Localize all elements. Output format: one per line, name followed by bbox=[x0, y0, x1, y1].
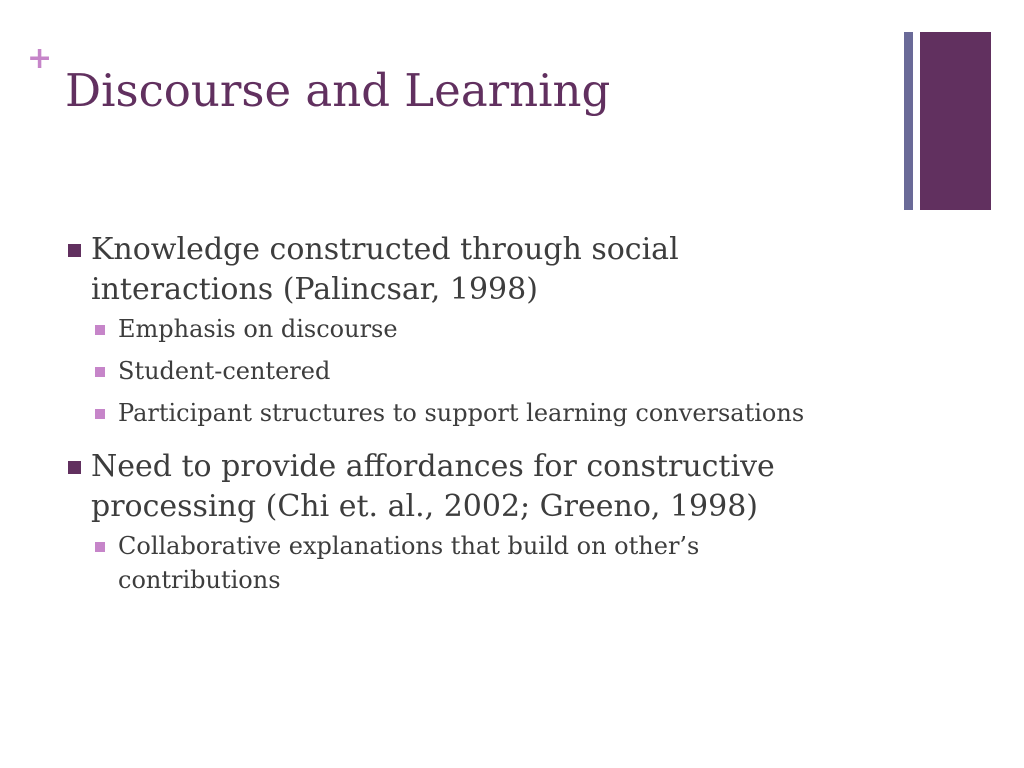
square-bullet-icon bbox=[68, 244, 81, 257]
decorative-thin-bar bbox=[904, 32, 913, 210]
bullet-text: Knowledge constructed through social interactions (Palincsar, 1998) bbox=[91, 232, 679, 307]
bullet-item bbox=[66, 447, 866, 597]
sub-bullet-item bbox=[91, 312, 866, 346]
bullet-list bbox=[66, 230, 866, 614]
sub-bullet-text: Student-centered bbox=[118, 357, 331, 385]
slide-title: Discourse and Learning bbox=[65, 64, 611, 117]
sub-bullet-item bbox=[91, 529, 866, 597]
sub-bullet-text: Collaborative explanations that build on other’s contributions bbox=[118, 532, 700, 594]
decorative-block bbox=[920, 32, 991, 210]
small-square-bullet-icon bbox=[95, 325, 105, 335]
sub-bullet-list bbox=[91, 312, 866, 430]
plus-icon: + bbox=[27, 41, 53, 76]
sub-bullet-text: Participant structures to support learning conversations bbox=[118, 399, 805, 427]
small-square-bullet-icon bbox=[95, 542, 105, 552]
square-bullet-icon bbox=[68, 461, 81, 474]
bullet-text: Need to provide affordances for constructive processing (Chi et. al., 2002; Greeno, 1998) bbox=[91, 449, 775, 524]
sub-bullet-item bbox=[91, 354, 866, 388]
sub-bullet-list bbox=[91, 529, 866, 597]
sub-bullet-text: Emphasis on discourse bbox=[118, 315, 398, 343]
bullet-item bbox=[66, 230, 866, 430]
small-square-bullet-icon bbox=[95, 367, 105, 377]
small-square-bullet-icon bbox=[95, 409, 105, 419]
sub-bullet-item bbox=[91, 396, 866, 430]
